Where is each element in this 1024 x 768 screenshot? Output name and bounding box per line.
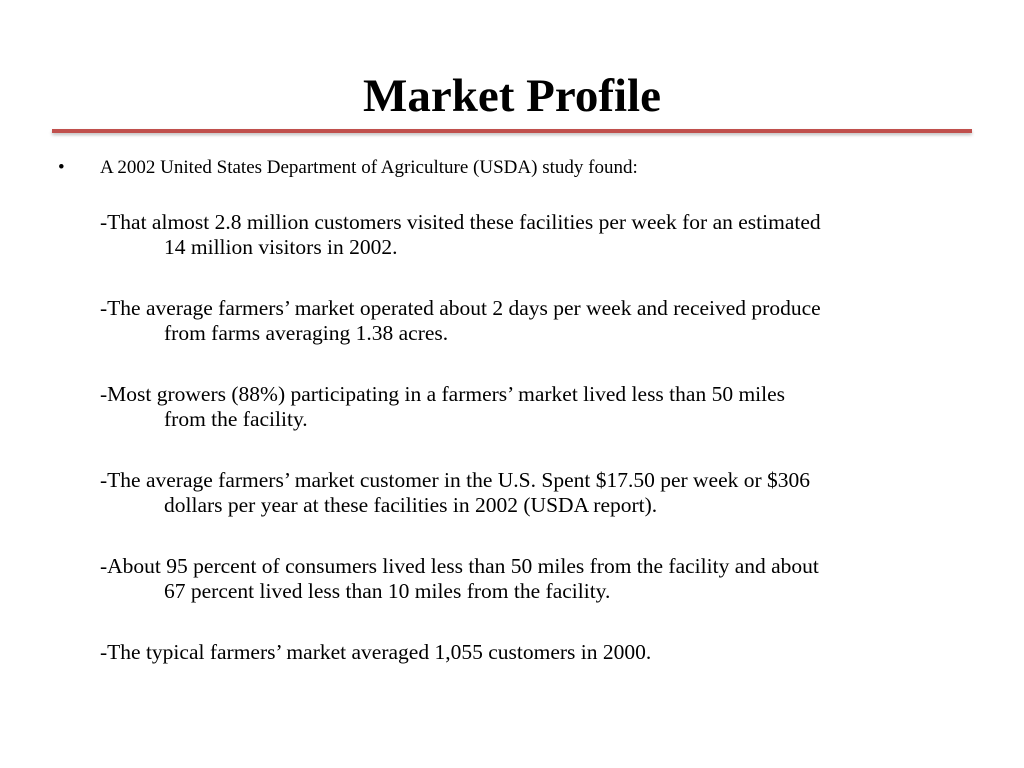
finding-operating-days [100,296,970,346]
finding-customer-spending [100,468,970,518]
title-divider [52,129,972,133]
finding-line-continued: 67 percent lived less than 10 miles from the facility. [164,579,611,603]
finding-weekly-customers [100,210,970,260]
finding-line-continued: from the facility. [164,407,308,431]
bullet-icon: • [58,157,65,178]
finding-line: -The average farmers’ market operated about 2 days per week and received produce [100,296,821,320]
finding-line-continued: dollars per year at these facilities in 2002 (USDA report). [164,493,658,517]
finding-line: -That almost 2.8 million customers visited these facilities per week for an estimated [100,210,821,234]
finding-line: -The typical farmers’ market averaged 1,055 customers in 2000. [100,640,652,664]
finding-line: -Most growers (88%) participating in a farmers’ market lived less than 50 miles [100,382,786,406]
finding-grower-distance [100,382,970,432]
finding-consumer-distance [100,554,970,604]
slide-title: Market Profile [363,70,661,122]
finding-line-continued: from farms averaging 1.38 acres. [164,321,449,345]
finding-line: -The average farmers’ market customer in the U.S. Spent $17.50 per week or $306 [100,468,811,492]
intro-bullet-text: A 2002 United States Department of Agriculture (USDA) study found: [100,157,638,178]
finding-customer-count [100,640,970,665]
finding-line: -About 95 percent of consumers lived less than 50 miles from the facility and about [100,554,819,578]
finding-line-continued: 14 million visitors in 2002. [164,235,398,259]
